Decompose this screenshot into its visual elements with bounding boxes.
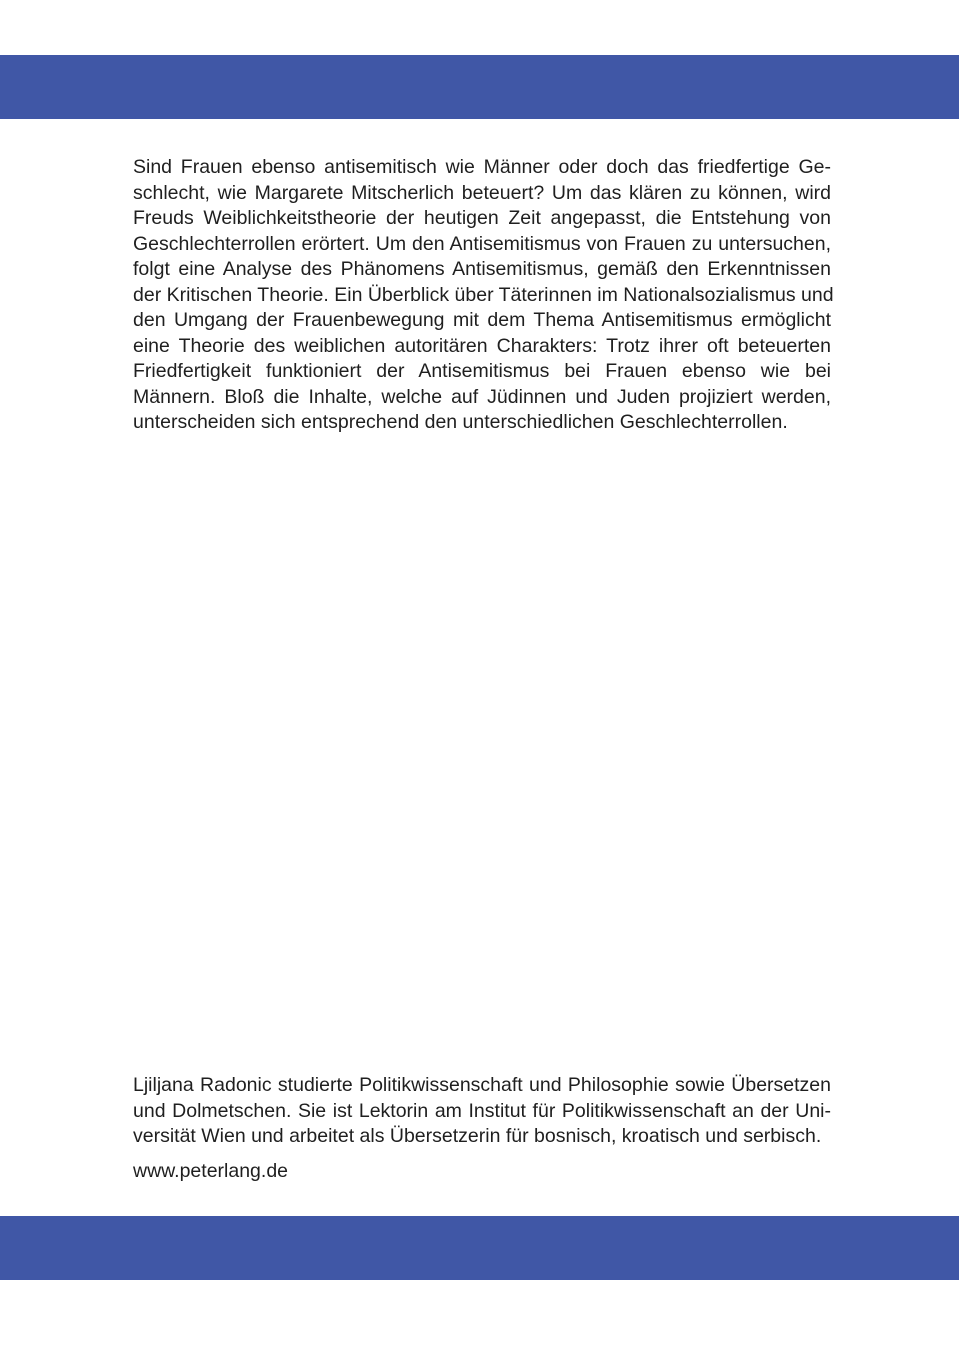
summary-line: Geschlechterrollen erörtert. Um den Antisemitismus von Frauen zu untersuchen, [133, 232, 831, 255]
author-bio [133, 1073, 831, 1150]
summary-line: eine Theorie des weiblichen autoritären Charakters: Trotz ihrer oft beteuerten [133, 334, 831, 357]
summary-line: schlecht, wie Margarete Mitscherlich beteuert? Um das klären zu können, wird [133, 181, 831, 204]
author-bio-line: und Dolmetschen. Sie ist Lektorin am Institut für Politikwissenschaft an der Uni- [133, 1099, 831, 1122]
summary-line: den Umgang der Frauenbewegung mit dem Thema Antisemitismus ermöglicht [133, 309, 831, 331]
author-bio-line: versität Wien und arbeitet als Übersetzerin für bosnisch, kroatisch und serbisch. [133, 1125, 822, 1147]
summary-line: Sind Frauen ebenso antisemitisch wie Männer oder doch das friedfertige Ge- [133, 156, 831, 178]
summary-line: Männern. Bloß die Inhalte, welche auf Jüdinnen und Juden projiziert werden, [133, 385, 831, 408]
author-bio-line: Ljiljana Radonic studierte Politikwissenschaft und Philosophie sowie Übersetzen [133, 1074, 831, 1096]
summary-line: Freuds Weiblichkeitstheorie der heutigen Zeit angepasst, die Entstehung von [133, 207, 831, 229]
bottom-color-band [0, 1216, 959, 1280]
book-summary [133, 155, 834, 436]
summary-line: unterscheiden sich entsprechend den unterschiedlichen Geschlechterrollen. [133, 411, 788, 433]
summary-line: der Kritischen Theorie. Ein Überblick über Täterinnen im Nationalsozialismus und [133, 283, 834, 306]
summary-line: Friedfertigkeit funktioniert der Antisemitismus bei Frauen ebenso wie bei [133, 360, 831, 382]
top-color-band [0, 55, 959, 119]
summary-line: folgt eine Analyse des Phänomens Antisemitismus, gemäß den Erkenntnissen [133, 258, 831, 280]
publisher-website: www.peterlang.de [133, 1160, 289, 1182]
